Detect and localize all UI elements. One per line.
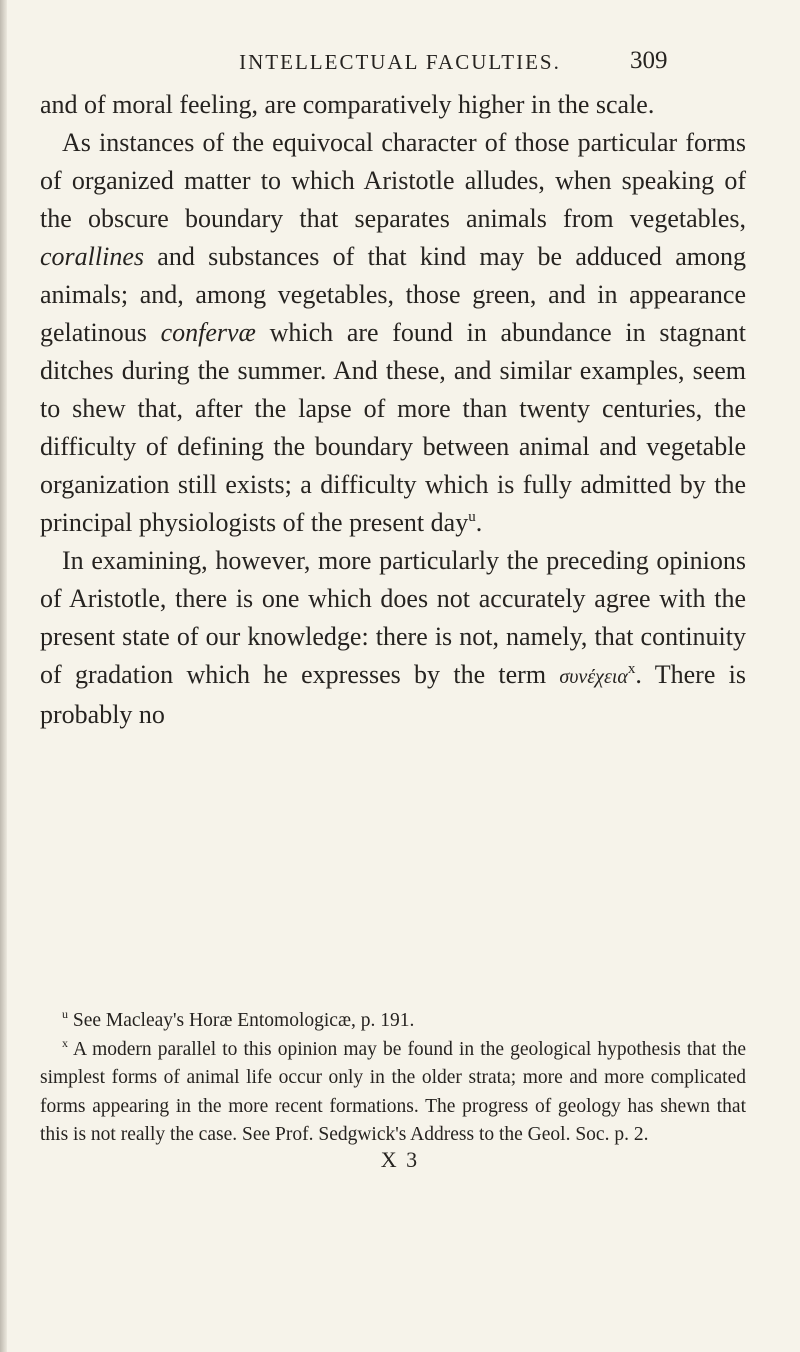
paragraph-text: . There is probably no: [40, 660, 746, 729]
paragraph-2: [40, 124, 746, 542]
footnote-mark: x: [62, 1035, 68, 1050]
footnote-u: [40, 1007, 746, 1036]
paragraph-3: [40, 542, 746, 734]
paragraph-1: [40, 86, 746, 124]
paragraph-text: and substances of that kind may be adduced among animals; and, among vegetables, those green, and in appearance gelatinous: [40, 242, 746, 347]
footnotes: [40, 1007, 746, 1150]
footnote-text: A modern parallel to this opinion may be found in the geological hypothesis that the simplest forms of animal life occur only in the older strata; more and more complicated forms appearing in the more recent formations. The progress of geology has shewn that this is not really the case. See Prof. Sedgwick's Address to the Geol. Soc. p. 2.: [40, 1038, 746, 1145]
body-text: [40, 86, 746, 734]
running-title: INTELLECTUAL FACULTIES.: [239, 50, 561, 74]
footnote-ref: u: [468, 509, 476, 525]
page-header: [0, 47, 800, 80]
signature-mark: X 3: [380, 1147, 420, 1172]
italic-term: confervæ: [160, 318, 256, 347]
greek-term: συνέχεια: [559, 666, 628, 688]
paragraph-text: which are found in abundance in stagnant ditches during the summer. And these, and similar examples, seem to shew that, after the lapse of more than twenty centuries, the difficulty of defining the boundary between animal and vegetable organization still exists; a difficulty which is fully admitted by the principal physiologists of the present day: [40, 318, 746, 537]
footnote-mark: u: [62, 1007, 68, 1021]
paragraph-text: .: [475, 508, 483, 537]
footnote-ref: x: [627, 661, 636, 677]
paragraph-text: As instances of the equivocal character of those particular forms of organized matter to which Aristotle alludes, when speaking of the obscure boundary that separates animals from vegetables,: [40, 128, 746, 233]
footnote-text: See Macleay's Horæ Entomologicæ, p. 191.: [72, 1010, 415, 1031]
paragraph-text: and of moral feeling, are comparatively higher in the scale.: [40, 90, 655, 119]
paragraph-text: In examining, however, more particularly the preceding opinions of Aristotle, there is one which does not accurately agree with the present state of our knowledge: there is not, namely, that continuity of gradation which he expresses by the term: [40, 546, 746, 689]
italic-term: corallines: [40, 242, 144, 271]
page-number: 309: [630, 47, 668, 74]
footnote-x: [40, 1036, 746, 1150]
